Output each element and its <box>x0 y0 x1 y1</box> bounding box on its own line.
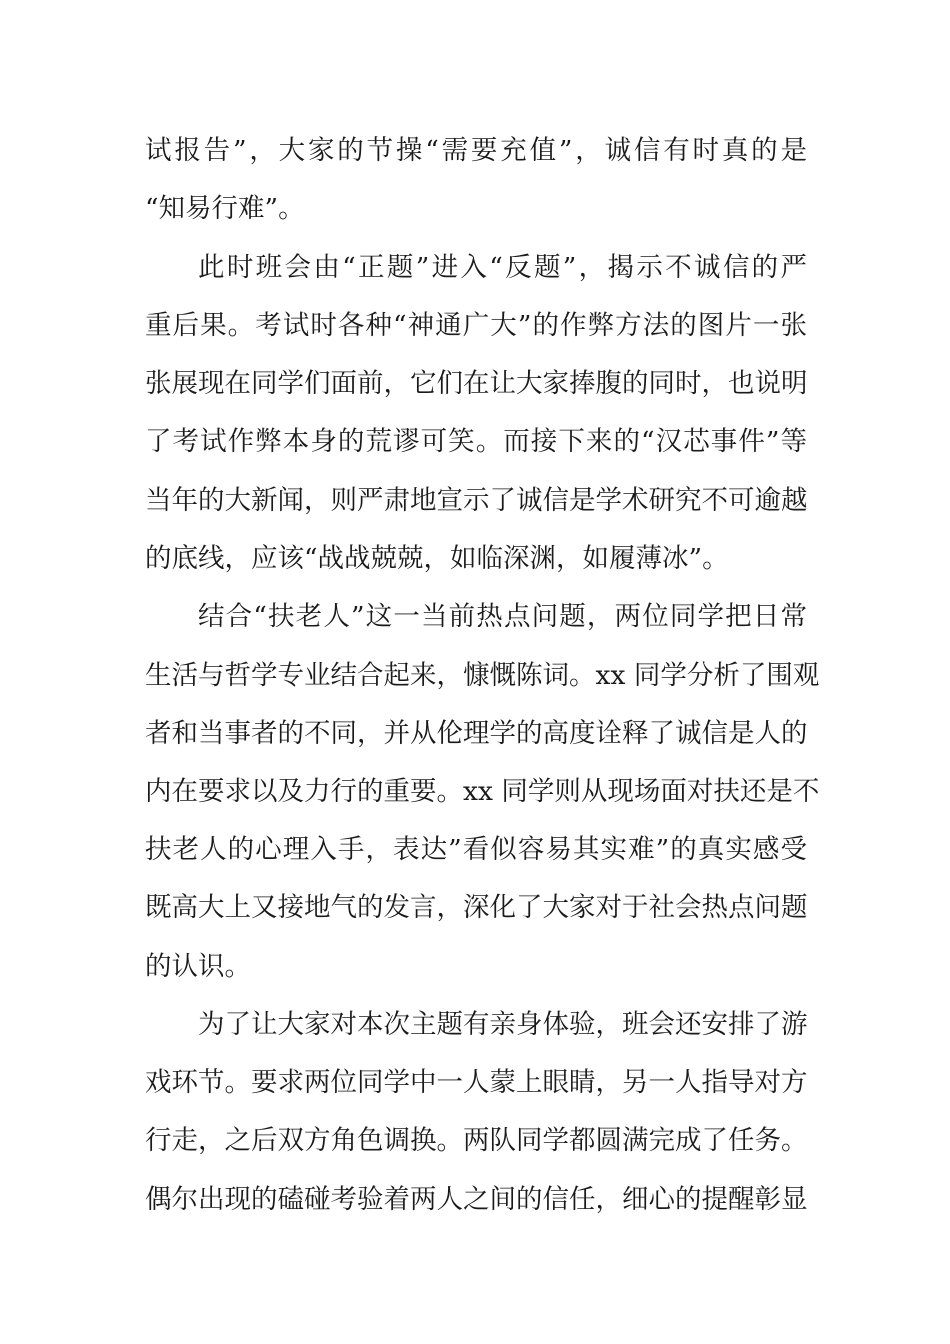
paragraph-line: 试报告”，大家的节操“需要充值”，诚信有时真的是 <box>145 135 807 166</box>
paragraph-line: 生活与哲学专业结合起来，慷慨陈词。xx 同学分析了围观 <box>145 660 820 691</box>
paragraph-line: 结合“扶老人”这一当前热点问题，两位同学把日常 <box>198 601 807 632</box>
paragraph-line: 重后果。考试时各种“神通广大”的作弊方法的图片一张 <box>145 310 807 341</box>
paragraph-line: 戏环节。要求两位同学中一人蒙上眼睛，另一人指导对方 <box>145 1067 808 1098</box>
paragraph-line: 行走，之后双方角色调换。两队同学都圆满完成了任务。 <box>145 1125 808 1156</box>
paragraph-line: 为了让大家对本次主题有亲身体验，班会还安排了游 <box>198 1009 808 1040</box>
paragraph-line: 偶尔出现的磕碰考验着两人之间的信任，细心的提醒彰显 <box>145 1184 808 1215</box>
paragraph-line: 张展现在同学们面前，它们在让大家捧腹的同时，也说明 <box>145 368 808 399</box>
paragraph-line: 的底线，应该“战战兢兢，如临深渊，如履薄冰”。 <box>145 543 729 574</box>
paragraph-line: 内在要求以及力行的重要。xx 同学则从现场面对扶还是不 <box>145 776 820 807</box>
paragraph-line: 的认识。 <box>145 951 251 982</box>
paragraph-line: 者和当事者的不同，并从伦理学的高度诠释了诚信是人的 <box>145 718 808 749</box>
paragraph-line: 扶老人的心理入手，表达”看似容易其实难”的真实感受 <box>145 834 807 865</box>
paragraph-line: “知易行难”。 <box>145 193 305 224</box>
paragraph-line: 此时班会由“正题”进入“反题”，揭示不诚信的严 <box>198 252 807 283</box>
paragraph-line: 既高大上又接地气的发言，深化了大家对于社会热点问题 <box>145 892 808 923</box>
paragraph-line: 当年的大新闻，则严肃地宣示了诚信是学术研究不可逾越 <box>145 485 808 516</box>
paragraph-line: 了考试作弊本身的荒谬可笑。而接下来的“汉芯事件”等 <box>145 426 807 457</box>
